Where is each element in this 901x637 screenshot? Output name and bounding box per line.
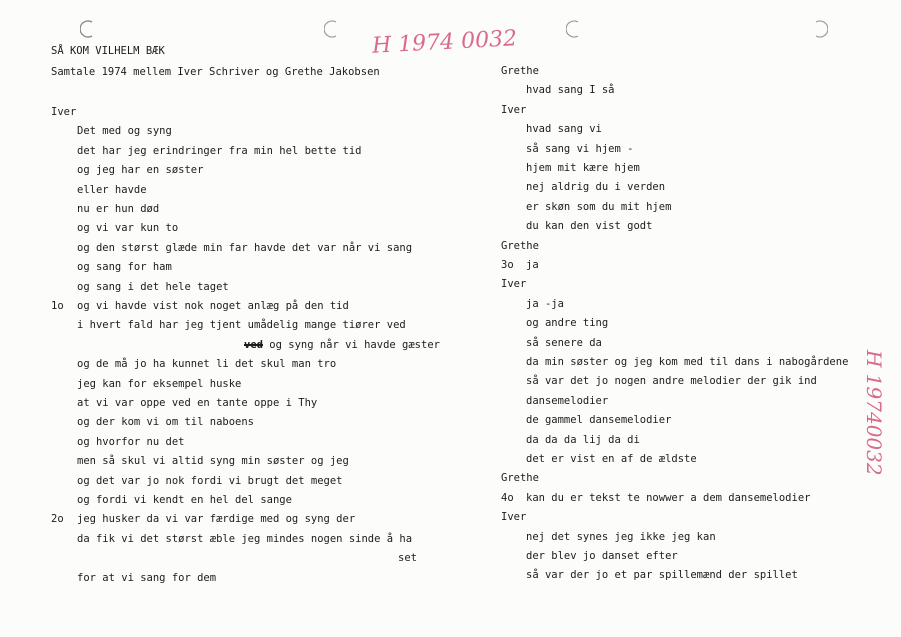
document-title: SÅ KOM VILHELM BÆK bbox=[51, 45, 165, 57]
archive-number-stamp: H 1974 0032 bbox=[371, 26, 518, 59]
transcript-line-continuation: set bbox=[398, 552, 417, 565]
line-number: 4o bbox=[501, 491, 514, 504]
transcript-line: nu er hun død bbox=[77, 203, 160, 215]
transcript-line: du kan den vist godt bbox=[526, 220, 653, 233]
transcript-line: ja -ja bbox=[526, 297, 564, 310]
line-number: 3o bbox=[501, 259, 514, 271]
speaker-label: Grethe bbox=[501, 65, 539, 77]
archive-number-margin: H 19740032 bbox=[862, 350, 886, 476]
transcript-line: at vi var oppe ved en tante oppe i Thy bbox=[77, 397, 318, 409]
transcript-line: da min søster og jeg kom med til dans i nabogårdene bbox=[526, 356, 849, 368]
transcript-line: og det var jo nok fordi vi brugt det meget bbox=[77, 474, 343, 487]
transcript-line: Det med og syng bbox=[77, 125, 172, 138]
transcript-line: så var der jo et par spillemænd der spillet bbox=[526, 569, 798, 582]
transcript-line: det har jeg erindringer fra min hel bette tid bbox=[77, 144, 362, 157]
transcript-line-text: og syng når vi havde gæster bbox=[262, 338, 440, 351]
transcript-line: og hvorfor nu det bbox=[77, 435, 185, 448]
transcript-line: nej det synes jeg ikke jeg kan bbox=[526, 530, 716, 543]
transcript-line: for at vi sang for dem bbox=[77, 571, 217, 584]
transcript-line: så sang vi hjem - bbox=[526, 142, 634, 155]
transcript-line: kan du er tekst te nowwer a dem dansemelodier bbox=[526, 491, 811, 504]
transcript-line: de gammel dansemelodier bbox=[526, 414, 672, 427]
punch-hole-1 bbox=[80, 20, 96, 38]
transcript-line: da fik vi det størst æble jeg mindes nogen sinde å ha bbox=[77, 532, 413, 545]
transcript-line: det er vist en af de ældste bbox=[526, 453, 697, 465]
transcript-line: og vi var kun to bbox=[77, 222, 179, 235]
transcript-line: og fordi vi kendt en hel del sange bbox=[77, 494, 292, 506]
transcript-line: men så skul vi altid syng min søster og jeg bbox=[77, 455, 349, 468]
transcript-line: og vi havde vist nok noget anlæg på den tid bbox=[77, 300, 349, 312]
document-subtitle: Samtale 1974 mellem Iver Schriver og Grethe Jakobsen bbox=[51, 66, 380, 78]
punch-hole-3 bbox=[566, 20, 582, 38]
transcript-line: eller havde bbox=[77, 183, 147, 196]
line-number: 2o bbox=[51, 513, 64, 526]
transcript-line: da da da lij da di bbox=[526, 433, 640, 446]
transcript-line: hvad sang vi bbox=[526, 123, 602, 136]
transcript-line: hvad sang I så bbox=[526, 84, 615, 97]
transcript-line: er skøn som du mit hjem bbox=[526, 200, 672, 213]
transcript-line: og sang for ham bbox=[77, 261, 172, 274]
transcript-line: og der kom vi om til naboens bbox=[77, 416, 255, 429]
transcript-line: og andre ting bbox=[526, 317, 609, 330]
transcript-line: og den størst glæde min far havde det var når vi sang bbox=[77, 241, 413, 254]
line-number: 1o bbox=[51, 300, 64, 312]
transcript-line: ja bbox=[526, 259, 539, 271]
punch-hole-4 bbox=[812, 20, 828, 38]
speaker-label: Grethe bbox=[501, 239, 539, 252]
transcript-line: dansemelodier bbox=[526, 394, 609, 407]
transcript-line: og jeg har en søster bbox=[77, 164, 204, 177]
transcript-line: og sang i det hele taget bbox=[77, 280, 229, 293]
speaker-label: Iver bbox=[51, 106, 77, 118]
speaker-label: Iver bbox=[501, 278, 527, 291]
transcript-line bbox=[244, 339, 440, 351]
transcript-line: jeg kan for eksempel huske bbox=[77, 377, 242, 390]
transcript-line: og de må jo ha kunnet li det skul man tro bbox=[77, 358, 337, 371]
transcript-line: i hvert fald har jeg tjent umådelig mange tiører ved bbox=[77, 319, 406, 332]
transcript-line: så senere da bbox=[526, 336, 602, 349]
speaker-label: Iver bbox=[501, 511, 527, 524]
transcript-line: der blev jo danset efter bbox=[526, 550, 678, 562]
transcript-line: hjem mit kære hjem bbox=[526, 162, 640, 174]
transcript-line: jeg husker da vi var færdige med og syng der bbox=[77, 513, 356, 526]
struck-word: ved bbox=[244, 338, 263, 351]
speaker-label: Grethe bbox=[501, 472, 539, 485]
punch-hole-2 bbox=[324, 20, 340, 38]
transcript-line: så var det jo nogen andre melodier der gik ind bbox=[526, 375, 817, 388]
speaker-label: Iver bbox=[501, 103, 527, 116]
transcript-line: nej aldrig du i verden bbox=[526, 181, 666, 194]
